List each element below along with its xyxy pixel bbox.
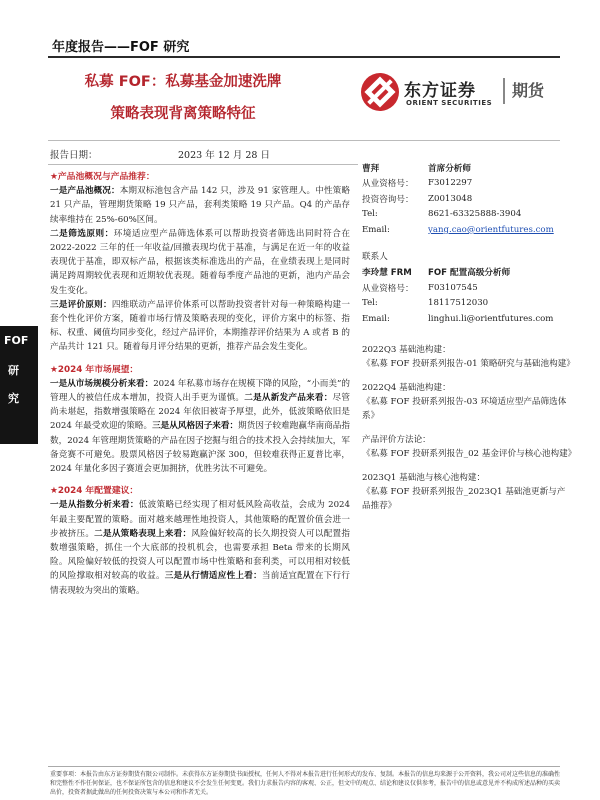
paragraph-lead: 三是从风格因子来看： — [152, 421, 239, 432]
paragraph-lead: 一是从指数分析来看： — [50, 500, 139, 511]
field-label: 投资咨询号： — [362, 194, 414, 205]
section-heading: ★产品池概况与产品推荐： — [50, 172, 155, 182]
date-rule-bottom — [48, 164, 358, 165]
field-label: Email: — [362, 224, 390, 235]
logo-name-en: ORIENT SECURITIES — [406, 99, 493, 107]
related-heading: 产品评价方法论： — [362, 434, 431, 445]
paragraph-text: 2024 年私募市场存在规模下降的风险，“小而美”的管理人的被信任成本增加，投资人出手更为谨慎。 — [50, 378, 350, 404]
field-label: Email: — [362, 313, 390, 324]
section-allocation — [50, 484, 350, 598]
company-logo — [360, 72, 560, 112]
paragraph-text: 低波策略已经实现了相对低风险高收益，会成为 2024 年最主要配置的策略。面对越来越理性地投资人，其他策略的配置价值会进一步被挤压。 — [50, 500, 350, 539]
logo-separator — [503, 78, 505, 104]
header-rule — [48, 56, 560, 58]
paragraph-text: 风险偏好较高的长久期投资人可以配置指数增强策略，抓住一个大底部的投机机会，也需要承担 Beta 带来的长期风险。风险偏好较低的投资人可以配置市场中性策略和套利类，可以用相对较低的风险撑取相对较高的收益。 — [50, 528, 350, 582]
side-tab-line1: FOF — [4, 334, 29, 347]
report-title-line1: 私募 FOF：私募基金加速洗牌 — [84, 74, 282, 90]
footer-rule — [48, 766, 560, 767]
related-title[interactable]: 《私募 FOF 投研系列报告_2023Q1 基础池更新与产品推荐》 — [362, 486, 566, 511]
analyst-title: 首席分析师 — [428, 163, 471, 174]
report-date — [50, 147, 270, 161]
paragraph-text: 四维联动产品评价体系可以帮助投资者针对每一种策略构建一套个性化评价方案，随着市场行情及策略表现的变化，评价方案中的标签、指标、权重、阈值均同步变化，经过产品评价，本期推荐评价结果为 A 或者 B 的产品共计 121 只。随着每月评分结果的更新，推荐产品会发生变化。 — [50, 299, 350, 353]
analyst-name: 曹拜 — [362, 163, 380, 174]
side-tab-line3: 究 — [8, 392, 19, 405]
logo-tag: 期货 — [512, 81, 545, 100]
related-title[interactable]: 《私募 FOF 投研系列报告-03 环境适应型产品筛选体系》 — [362, 396, 567, 421]
contact-block — [362, 250, 572, 327]
paragraph-text: 本期双标池包含产品 142 只，涉及 91 家管理人。中性策略 21 只产品，管理期货策略 19 只产品，套利类策略 19 只产品。Q4 的产品存续率维持在 25%-60%区间。 — [50, 186, 350, 225]
related-title[interactable]: 《私募 FOF 投研系列报告_02 基金评价与核心池构建》 — [362, 448, 577, 459]
report-date-label: 报告日期： — [50, 150, 98, 161]
paragraph — [50, 377, 350, 476]
paragraph-text: 期货因子较难跑赢华南商品指数，2024 年管理期货策略的产品在因子挖掘与组合的技术投入会持续加大，军备竞赛不可避免。股票风格因子较易跑赢沪深 300，但较难获得正夏普比率，2024 年量化多因子赛道会更加拥挤，优胜劣汰不可避免。 — [50, 421, 350, 475]
field-label: 从业资格号： — [362, 283, 414, 294]
paragraph — [50, 298, 350, 355]
date-rule-top — [48, 140, 560, 141]
contact-label: 联系人 — [362, 251, 388, 262]
field-label: Tel: — [362, 298, 378, 309]
paragraph — [50, 227, 350, 298]
side-tab-line2: 研 — [8, 364, 19, 377]
report-title-line2: 策略表现背离策略特征 — [110, 106, 256, 122]
field-value: Z0013048 — [428, 193, 473, 204]
section-products — [50, 170, 350, 355]
related-heading: 2022Q4 基础池构建： — [362, 382, 451, 393]
paragraph-lead: 三是从行情适应性上看： — [164, 571, 262, 582]
disclaimer: 重要事项：本报告由东方证券期货有限公司制作。未获得东方证券期货书面授权，任何人不得对本报告进行任何形式的发布、复制。本报告的信息均来源于公开资料，我公司对这些信息的准确性和完整性不作任何保证，也不保证所包含的信息和建议不会发生任何变更。我们力求报告内容的客观、公正，但文中的观点、结论和建议仅供参考，报告中的信息或意见并不构成所述品种的买卖出价，投资者据此做出的任何投资决策与本公司和作者无关。 — [50, 771, 561, 796]
sidebar-column — [362, 160, 577, 513]
section-heading: ★2024 年市场展望： — [50, 364, 139, 375]
section-outlook — [50, 363, 350, 477]
related-title[interactable]: 《私募 FOF 投研系列报告-01 策略研究与基础池构建》 — [362, 358, 575, 369]
paragraph-text: 环境适应型产品筛选体系可以帮助投资者筛选出同时符合在 2022-2022 三年的任一年收益/回撤表现均优于基准，与满足在近一年的收益表现优于基准，即双标产品，根据该类标准选出的产品，在业绩表现上是同时满足跨周期较优表现和近期较优表现。随着每季度产品池的更新，池内产品会发生变化。 — [50, 228, 350, 296]
field-value: F03107545 — [428, 282, 478, 293]
section-heading: ★2024 年配置建议： — [50, 486, 139, 497]
paragraph — [50, 184, 350, 227]
paragraph-text: 当前适宜配置在下行行情表现较为突出的策略。 — [50, 571, 350, 596]
paragraph-lead: 一是产品池概况： — [50, 186, 120, 197]
contact-title: FOF 配置高级分析师 — [428, 268, 511, 279]
related-heading: 2022Q3 基础池构建： — [362, 344, 451, 355]
analyst-block — [362, 160, 572, 238]
logo-name-cn: 东方证券 — [404, 81, 476, 101]
contact-email[interactable]: linghui.li@orientfutures.com — [428, 313, 554, 324]
report-date-value: 2023 年 12 月 28 日 — [178, 150, 270, 161]
logo-mark-icon — [360, 72, 400, 112]
side-category-tab — [0, 326, 38, 444]
contact-name: 李玲慧 FRM — [362, 268, 412, 279]
paragraph — [50, 498, 350, 597]
related-reports — [362, 343, 577, 513]
paragraph-lead: 二是从新发产品来看： — [244, 393, 333, 404]
analyst-email-link[interactable]: yang.cao@orientfutures.com — [428, 224, 554, 235]
field-value: F3012297 — [428, 178, 473, 189]
doc-type: 年度报告——FOF 研究 — [52, 40, 190, 55]
field-label: Tel: — [362, 209, 378, 220]
related-heading: 2023Q1 基础池与核心池构建： — [362, 472, 486, 483]
paragraph-lead: 二是从策略表现上来看： — [94, 528, 192, 539]
paragraph-lead: 三是评价原则： — [50, 299, 112, 310]
field-value: 8621-63325888-3904 — [428, 209, 522, 220]
field-value: 18117512030 — [428, 298, 489, 309]
summary-column — [50, 170, 350, 598]
paragraph-lead: 二是筛选原则： — [50, 228, 114, 239]
paragraph-lead: 一是从市场规模分析来看： — [50, 378, 154, 389]
paragraph-text: 尽管尚未堪起，指数增强策略在 2024 年依旧被寄予厚望，此外，低波策略依旧是 2024 年最受欢迎的策略。 — [50, 393, 350, 432]
field-label: 从业资格号： — [362, 179, 414, 190]
